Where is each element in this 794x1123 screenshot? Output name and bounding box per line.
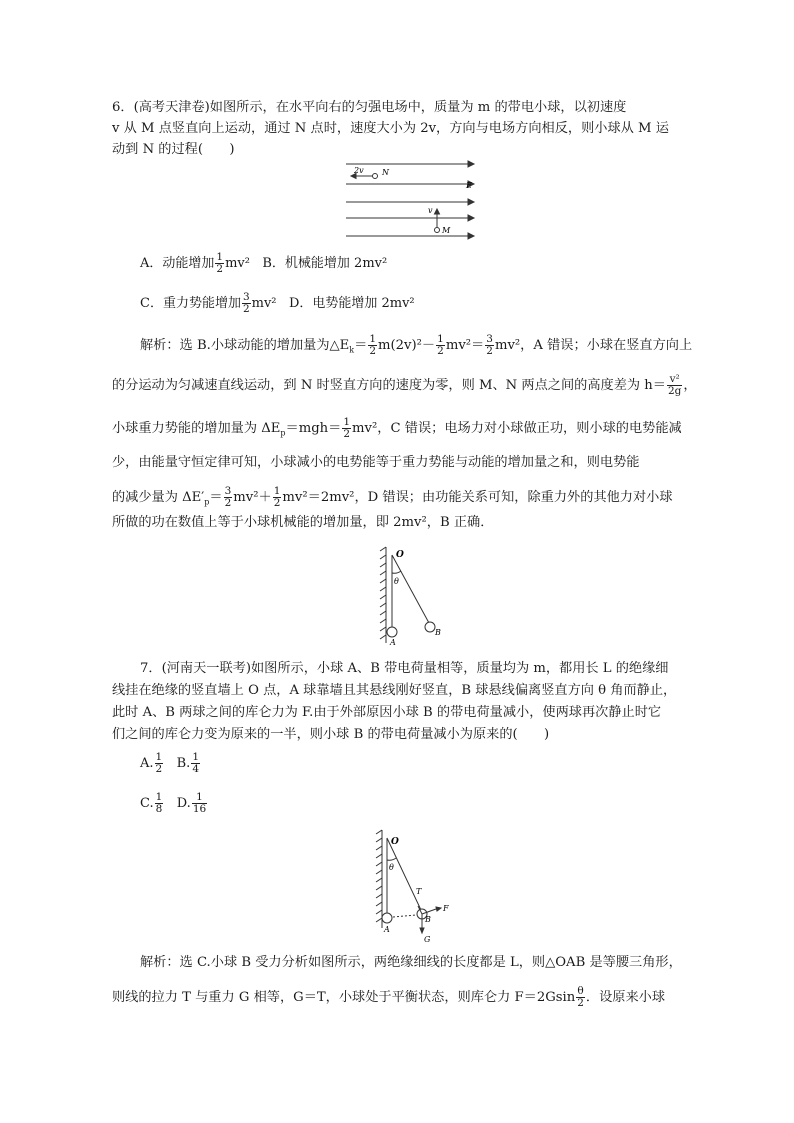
q6-solution-4: 少，由能量守恒定律可知，小球减小的电势能等于重力势能与动能的增加量之和，则电势能 [112, 455, 640, 470]
label-M: M [442, 226, 451, 235]
fig2-label-theta: θ [394, 577, 399, 586]
q6-line-2: v 从 M 点竖直向上运动，通过 N 点时，速度大小为 2v，方向与电场方向相反，则小球从 M 运 [112, 121, 669, 136]
pendulum-figure [372, 545, 452, 645]
label-v: v [428, 206, 433, 215]
q6-option-ab: A．动能增加 $\frac{1}{2}$ mv² B．机械能增加 2mv² [140, 251, 388, 275]
q6-solution-2: 的分运动为匀减速直线运动，到 N 时竖直方向的速度为零，则 M、N 两点之间的高度差为 h＝ $\frac{\text{v²}}{2g}$ ， [112, 373, 697, 397]
q7-line-4: 们之间的库仑力变为原来的一半，则小球 B 的带电荷量减小为原来的( ) [112, 727, 550, 742]
q6-solution-3: 小球重力势能的增加量为 $\Delta E_p=mgh=$ $\frac{1}{2}$ mv²，C 错误；电场力对小球做正功，则小球的电势能减 [112, 416, 682, 440]
q7-option-ab: A. $\frac{1}{2}$ B. $\frac{1}{4}$ [140, 751, 199, 775]
fig2-label-A: A [390, 638, 396, 645]
fig2-label-B: B [435, 628, 441, 637]
fig3-label-theta: θ [389, 863, 394, 872]
q6-line-3: 动到 N 的过程( ) [112, 142, 235, 157]
q7-line-2: 线挂在绝缘的竖直墙上 O 点，A 球靠墙且其悬线刚好竖直，B 球悬线偏离竖直方向 θ 角而静止， [112, 683, 677, 698]
q7-line-1: 7．(河南天一联考)如图所示，小球 A、B 带电荷量相等，质量均为 m，都用长 L 的绝缘细 [140, 661, 669, 676]
fig3-label-F: F [443, 904, 449, 913]
fig3-label-G: G [424, 935, 431, 944]
fig3-label-T: T [416, 887, 422, 896]
fig3-label-A: A [384, 925, 390, 934]
q6-solution-5: 的减少量为 $\Delta E'_p=$ $\frac{3}{2}$ mv²＋ $\frac{1}{2}$ mv²＝2mv²，D 错误；由功能关系可知，除重力外的其他力对小球 [112, 485, 673, 509]
sol7-line-1: 解析：选 C.小球 B 受力分析如图所示，两绝缘细线的长度都是 L，则△OAB 是等腰三角形， [140, 955, 682, 970]
q6-solution-6: 所做的功在数值上等于小球机械能的增加量，即 2mv²，B 正确． [112, 515, 494, 530]
sol7-line-2: 则线的拉力 T 与重力 G 相等，G＝T，小球处于平衡状态，则库仑力 F＝2Gsin $\frac{\theta}{2}$ ．设原来小球 [112, 985, 666, 1009]
q7-option-cd: C. $\frac{1}{8}$ D. $\frac{1}{16}$ [140, 791, 207, 815]
label-2v: 2v [354, 166, 364, 175]
label-E: E [466, 181, 472, 190]
q7-line-3: 此时 A、B 两球之间的库仑力为 F.由于外部原因小球 B 的带电荷量减小，使两球再次静止时它 [112, 705, 662, 720]
fig3-label-O: O [391, 837, 399, 847]
q6-option-cd: C．重力势能增加 $\frac{3}{2}$ mv² D．电势能增加 2mv² [140, 291, 415, 315]
label-N: N [382, 168, 389, 177]
fig3-label-B: B [425, 915, 431, 924]
fig2-label-O: O [396, 550, 404, 560]
q6-solution-1: 解析：选 B.小球动能的增加量为$\triangle E_k=$ $\frac{1}{2}$ m(2v)²－ $\frac{1}{2}$ mv²＝ $\frac{3}{2}$ mv²，A 错误；小球在竖直方向上 [140, 333, 693, 357]
q6-line-1: 6．(高考天津卷)如图所示，在水平向右的匀强电场中，质量为 m 的带电小球，以初速度 [112, 100, 627, 115]
force-figure [366, 828, 466, 946]
field-figure [340, 158, 480, 240]
